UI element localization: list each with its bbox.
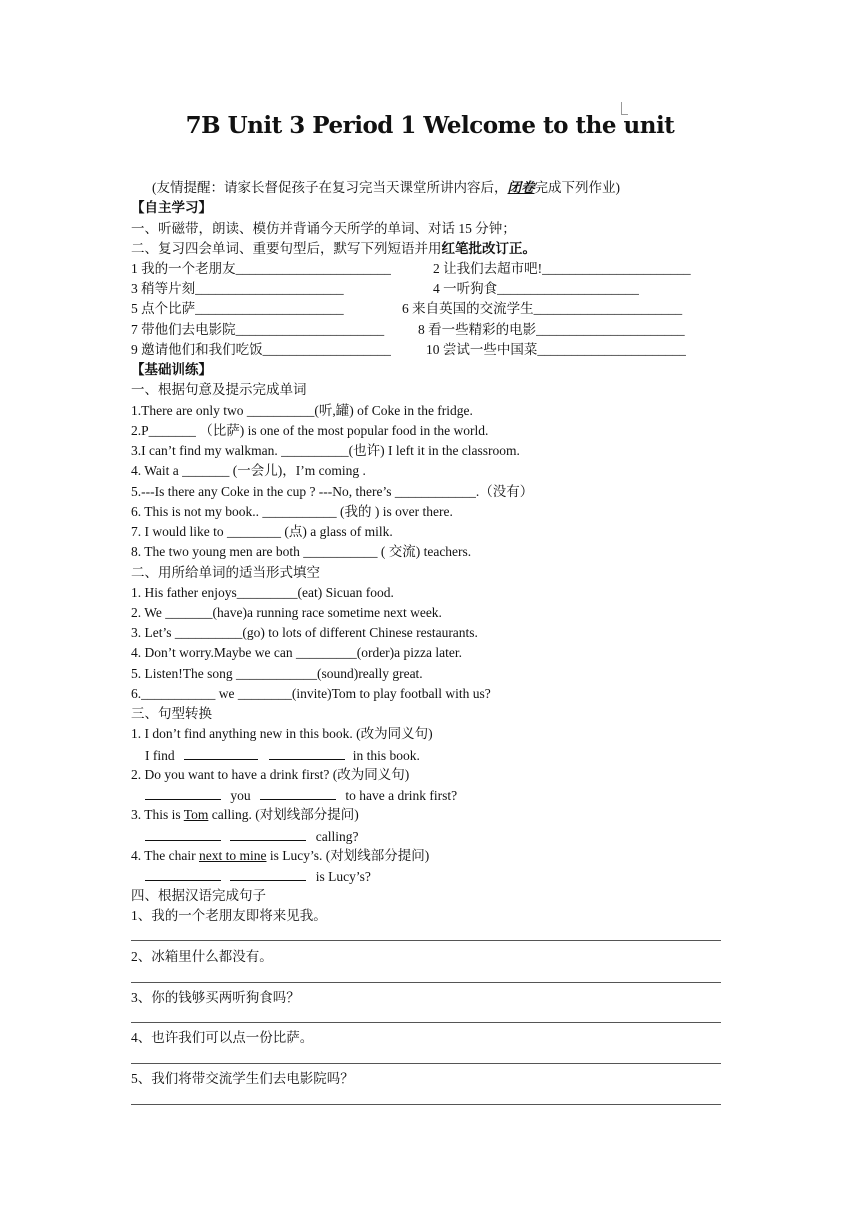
- answer-line[interactable]: [131, 1104, 721, 1105]
- part1-question: 3.I can’t find my walkman. __________(也许) I left it in the classroom.: [131, 443, 520, 458]
- answer-blank[interactable]: [145, 785, 221, 800]
- answer-blank[interactable]: [230, 866, 306, 881]
- part3-question-4: 4. The chair next to mine is Lucy’s. (对划线部分提问): [131, 848, 430, 863]
- basic-heading: 【基础训练】: [131, 362, 212, 377]
- answer-line[interactable]: [131, 1022, 721, 1023]
- self-study-item-2: 二、复习四会单词、重要句型后，默写下列短语并用红笔批改订正。: [131, 241, 536, 256]
- part4-question: 5、我们将带交流学生们去电影院吗？: [131, 1071, 354, 1086]
- phrase-item: 1 我的一个老朋友_______________________: [131, 261, 391, 276]
- phrase-item: 2 让我们去超市吧!______________________: [433, 261, 691, 276]
- part2-question: 4. Don’t worry.Maybe we can _________(order)a pizza later.: [131, 645, 463, 660]
- part1-question: 1.There are only two __________(听,罐) of Coke in the fridge.: [131, 403, 473, 418]
- phrase-item: 10 尝试一些中国菜______________________: [426, 342, 686, 357]
- self-study-item-1: 一、听磁带，朗读、模仿并背诵今天所学的单词、对话 15 分钟；: [131, 221, 516, 236]
- part3-answer-2: you to have a drink first?: [145, 785, 457, 805]
- part1-question: 7. I would like to ________ (点) a glass of milk.: [131, 524, 393, 539]
- answer-blank[interactable]: [260, 785, 336, 800]
- phrase-item: 4 一听狗食_____________________: [433, 281, 639, 296]
- part3-answer-1: I find in this book.: [145, 745, 420, 765]
- answer-blank[interactable]: [145, 866, 221, 881]
- page-title: 7B Unit 3 Period 1 Welcome to the unit: [185, 112, 675, 139]
- part3-question-1: 1. I don’t find anything new in this book. (改为同义句): [131, 726, 433, 741]
- phrase-item: 9 邀请他们和我们吃饭___________________: [131, 342, 391, 357]
- answer-line[interactable]: [131, 982, 721, 983]
- part3-question-3: 3. This is Tom calling. (对划线部分提问): [131, 807, 359, 822]
- part4-question: 1、我的一个老朋友即将来见我。: [131, 908, 327, 923]
- part3-answer-4: is Lucy’s?: [145, 866, 371, 886]
- answer-line[interactable]: [131, 940, 721, 941]
- corner-mark: [621, 102, 628, 115]
- part1-question: 2.P_______ （比萨) is one of the most popular food in the world.: [131, 423, 489, 438]
- part2-question: 3. Let’s __________(go) to lots of different Chinese restaurants.: [131, 625, 478, 640]
- part4-question: 4、也许我们可以点一份比萨。: [131, 1030, 314, 1045]
- part1-question: 5.---Is there any Coke in the cup ? ---No, there’s ____________.（没有）: [131, 484, 534, 499]
- part1-question: 4. Wait a _______ (一会儿)，I’m coming .: [131, 463, 366, 478]
- answer-blank[interactable]: [145, 826, 221, 841]
- answer-blank[interactable]: [184, 745, 258, 760]
- part2-question: 1. His father enjoys_________(eat) Sicuan food.: [131, 585, 394, 600]
- phrase-item: 3 稍等片刻______________________: [131, 281, 344, 296]
- answer-blank[interactable]: [230, 826, 306, 841]
- part1-question: 8. The two young men are both ___________ ( 交流) teachers.: [131, 544, 472, 559]
- part2-question: 6.___________ we ________(invite)Tom to play football with us?: [131, 686, 491, 701]
- part3-question-2: 2. Do you want to have a drink first? (改为同义句): [131, 767, 410, 782]
- phrase-item: 6 来自英国的交流学生______________________: [402, 301, 683, 316]
- part4-title: 四、根据汉语完成句子: [131, 888, 266, 903]
- phrase-item: 8 看一些精彩的电影______________________: [418, 322, 685, 337]
- phrase-item: 5 点个比萨______________________: [131, 301, 344, 316]
- phrase-item: 7 带他们去电影院______________________: [131, 322, 385, 337]
- part3-answer-3: calling?: [145, 826, 358, 846]
- part3-title: 三、句型转换: [131, 706, 212, 721]
- part2-question: 2. We _______(have)a running race sometime next week.: [131, 605, 442, 620]
- part4-question: 2、冰箱里什么都没有。: [131, 949, 273, 964]
- part2-question: 5. Listen!The song ____________(sound)really great.: [131, 666, 423, 681]
- answer-blank[interactable]: [269, 745, 345, 760]
- part1-title: 一、根据句意及提示完成单词: [131, 382, 307, 397]
- part2-title: 二、用所给单词的适当形式填空: [131, 565, 320, 580]
- reminder: (友情提醒：请家长督促孩子在复习完当天课堂所讲内容后，闭卷完成下列作业): [152, 180, 620, 195]
- part4-question: 3、你的钱够买两听狗食吗？: [131, 990, 300, 1005]
- part1-question: 6. This is not my book.. ___________ (我的 ) is over there.: [131, 504, 453, 519]
- answer-line[interactable]: [131, 1063, 721, 1064]
- self-study-heading: 【自主学习】: [131, 200, 212, 215]
